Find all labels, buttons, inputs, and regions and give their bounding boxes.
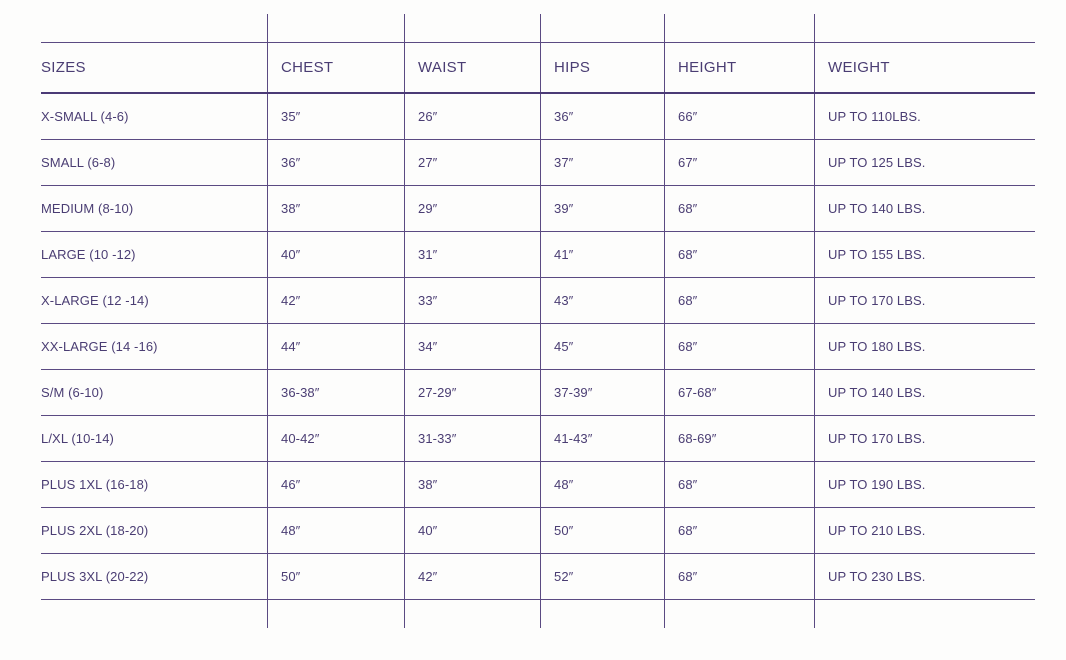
cell-chest: 35″: [281, 108, 301, 124]
cell-height: 68″: [678, 568, 698, 584]
cell-height: 66″: [678, 108, 698, 124]
cell-weight: UP TO 170 LBS.: [828, 292, 926, 308]
column-header-waist: WAIST: [418, 58, 467, 76]
cell-hips: 43″: [554, 292, 574, 308]
cell-chest: 46″: [281, 476, 301, 492]
cell-height: 67″: [678, 154, 698, 170]
cell-weight: UP TO 170 LBS.: [828, 430, 926, 446]
cell-chest: 44″: [281, 338, 301, 354]
cell-size: PLUS 2XL (18-20): [41, 522, 149, 538]
cell-waist: 38″: [418, 476, 438, 492]
cell-height: 67-68″: [678, 384, 717, 400]
cell-weight: UP TO 140 LBS.: [828, 200, 926, 216]
cell-size: X-SMALL (4-6): [41, 108, 129, 124]
cell-chest: 38″: [281, 200, 301, 216]
cell-hips: 41″: [554, 246, 574, 262]
cell-waist: 29″: [418, 200, 438, 216]
cell-size: MEDIUM (8-10): [41, 200, 134, 216]
cell-waist: 34″: [418, 338, 438, 354]
column-divider: [540, 14, 541, 628]
cell-size: X-LARGE (12 -14): [41, 292, 149, 308]
column-header-hips: HIPS: [554, 58, 591, 76]
row-divider: [41, 599, 1035, 600]
cell-hips: 36″: [554, 108, 574, 124]
cell-weight: UP TO 190 LBS.: [828, 476, 926, 492]
cell-hips: 52″: [554, 568, 574, 584]
size-chart-table: [41, 14, 1035, 628]
cell-height: 68″: [678, 292, 698, 308]
column-divider: [664, 14, 665, 628]
cell-chest: 40-42″: [281, 430, 320, 446]
cell-waist: 40″: [418, 522, 438, 538]
cell-chest: 48″: [281, 522, 301, 538]
cell-hips: 50″: [554, 522, 574, 538]
column-divider: [267, 14, 268, 628]
cell-hips: 48″: [554, 476, 574, 492]
cell-size: S/M (6-10): [41, 384, 104, 400]
cell-height: 68″: [678, 246, 698, 262]
cell-height: 68-69″: [678, 430, 717, 446]
column-header-chest: CHEST: [281, 58, 334, 76]
cell-waist: 31-33″: [418, 430, 457, 446]
cell-hips: 39″: [554, 200, 574, 216]
cell-hips: 37″: [554, 154, 574, 170]
cell-weight: UP TO 140 LBS.: [828, 384, 926, 400]
cell-weight: UP TO 180 LBS.: [828, 338, 926, 354]
cell-waist: 27″: [418, 154, 438, 170]
cell-hips: 37-39″: [554, 384, 593, 400]
cell-chest: 50″: [281, 568, 301, 584]
cell-hips: 41-43″: [554, 430, 593, 446]
cell-chest: 40″: [281, 246, 301, 262]
cell-size: L/XL (10-14): [41, 430, 114, 446]
cell-hips: 45″: [554, 338, 574, 354]
cell-size: SMALL (6-8): [41, 154, 116, 170]
cell-height: 68″: [678, 476, 698, 492]
cell-waist: 33″: [418, 292, 438, 308]
cell-size: PLUS 1XL (16-18): [41, 476, 149, 492]
cell-height: 68″: [678, 200, 698, 216]
cell-chest: 36-38″: [281, 384, 320, 400]
cell-waist: 42″: [418, 568, 438, 584]
cell-weight: UP TO 210 LBS.: [828, 522, 926, 538]
cell-weight: UP TO 230 LBS.: [828, 568, 926, 584]
cell-size: PLUS 3XL (20-22): [41, 568, 149, 584]
cell-height: 68″: [678, 522, 698, 538]
cell-waist: 31″: [418, 246, 438, 262]
cell-chest: 42″: [281, 292, 301, 308]
cell-chest: 36″: [281, 154, 301, 170]
column-divider: [814, 14, 815, 628]
cell-weight: UP TO 110LBS.: [828, 108, 921, 124]
cell-height: 68″: [678, 338, 698, 354]
cell-weight: UP TO 125 LBS.: [828, 154, 926, 170]
cell-size: LARGE (10 -12): [41, 246, 136, 262]
cell-size: XX-LARGE (14 -16): [41, 338, 158, 354]
column-header-height: HEIGHT: [678, 58, 737, 76]
cell-waist: 27-29″: [418, 384, 457, 400]
column-header-size: SIZES: [41, 58, 86, 76]
column-header-weight: WEIGHT: [828, 58, 890, 76]
cell-weight: UP TO 155 LBS.: [828, 246, 926, 262]
cell-waist: 26″: [418, 108, 438, 124]
column-divider: [404, 14, 405, 628]
